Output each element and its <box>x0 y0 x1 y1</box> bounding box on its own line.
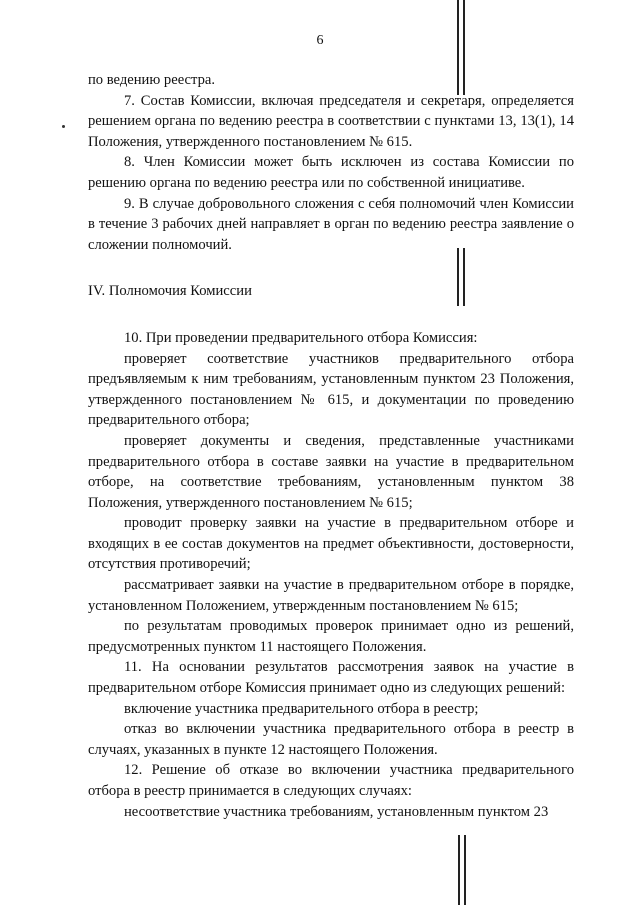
paragraph: включение участника предварительного отбора в реестр; <box>124 700 479 717</box>
page-number: 6 <box>316 33 324 48</box>
paragraph: проводит проверку заявки на участие в предварительном отборе и входящих в ее состав документов на предмет объективности, достоверности, отсутствия противоречий; <box>88 515 574 573</box>
paragraph: 8. Член Комиссии может быть исключен из состава Комиссии по решению органа по ведению реестра или по собственной инициативе. <box>88 154 574 191</box>
section-heading: IV. Полномочия Комиссии <box>88 283 252 300</box>
paragraph: рассматривает заявки на участие в предварительном отборе в порядке, установленном Положением, утвержденным постановлением № 615; <box>88 577 574 614</box>
scan-artifact-line <box>458 835 460 905</box>
scan-artifact-dot <box>62 125 65 128</box>
paragraph: 12. Решение об отказе во включении участника предварительного отбора в реестр принимается в следующих случаях: <box>88 762 574 799</box>
paragraph: по ведению реестра. <box>88 72 215 88</box>
paragraph: 9. В случае добровольного сложения с себя полномочий член Комиссии в течение 3 рабочих дней направляет в орган по ведению реестра заявление о сложении полномочий. <box>88 195 574 253</box>
paragraph: отказ во включении участника предварительного отбора в реестр в случаях, указанных в пункте 12 настоящего Положения. <box>88 721 574 758</box>
paragraph: по результатам проводимых проверок принимает одно из решений, предусмотренных пунктом 11 настоящего Положения. <box>88 618 574 655</box>
paragraph: несоответствие участника требованиям, установленным пунктом 23 <box>124 803 549 820</box>
paragraph: 10. При проведении предварительного отбора Комиссия: <box>124 329 478 346</box>
paragraph: 11. На основании результатов рассмотрения заявок на участие в предварительном отборе Комиссия принимает одно из следующих решений: <box>88 659 574 697</box>
paragraph: 7. Состав Комиссии, включая председателя и секретаря, определяется решением органа по ведению реестра в соответствии с пунктами 13, 13(1), 14 Положения, утвержденного постановлением № 615. <box>88 92 574 150</box>
paragraph: проверяет документы и сведения, представленные участниками предварительного отбора в составе заявки на участие в предварительном отборе, на соответствие требованиям, установленным пунктом 38 Положения, утвержденного постановлением № 615; <box>88 432 574 511</box>
paragraph: проверяет соответствие участников предварительного отбора предъявляемым к ним требованиям, установленным пунктом 23 Положения, утвержденного постановлением № 615, и документации по проведению предварительного отбора; <box>88 350 574 429</box>
document-body <box>88 70 574 822</box>
scan-artifact-line <box>464 835 466 905</box>
